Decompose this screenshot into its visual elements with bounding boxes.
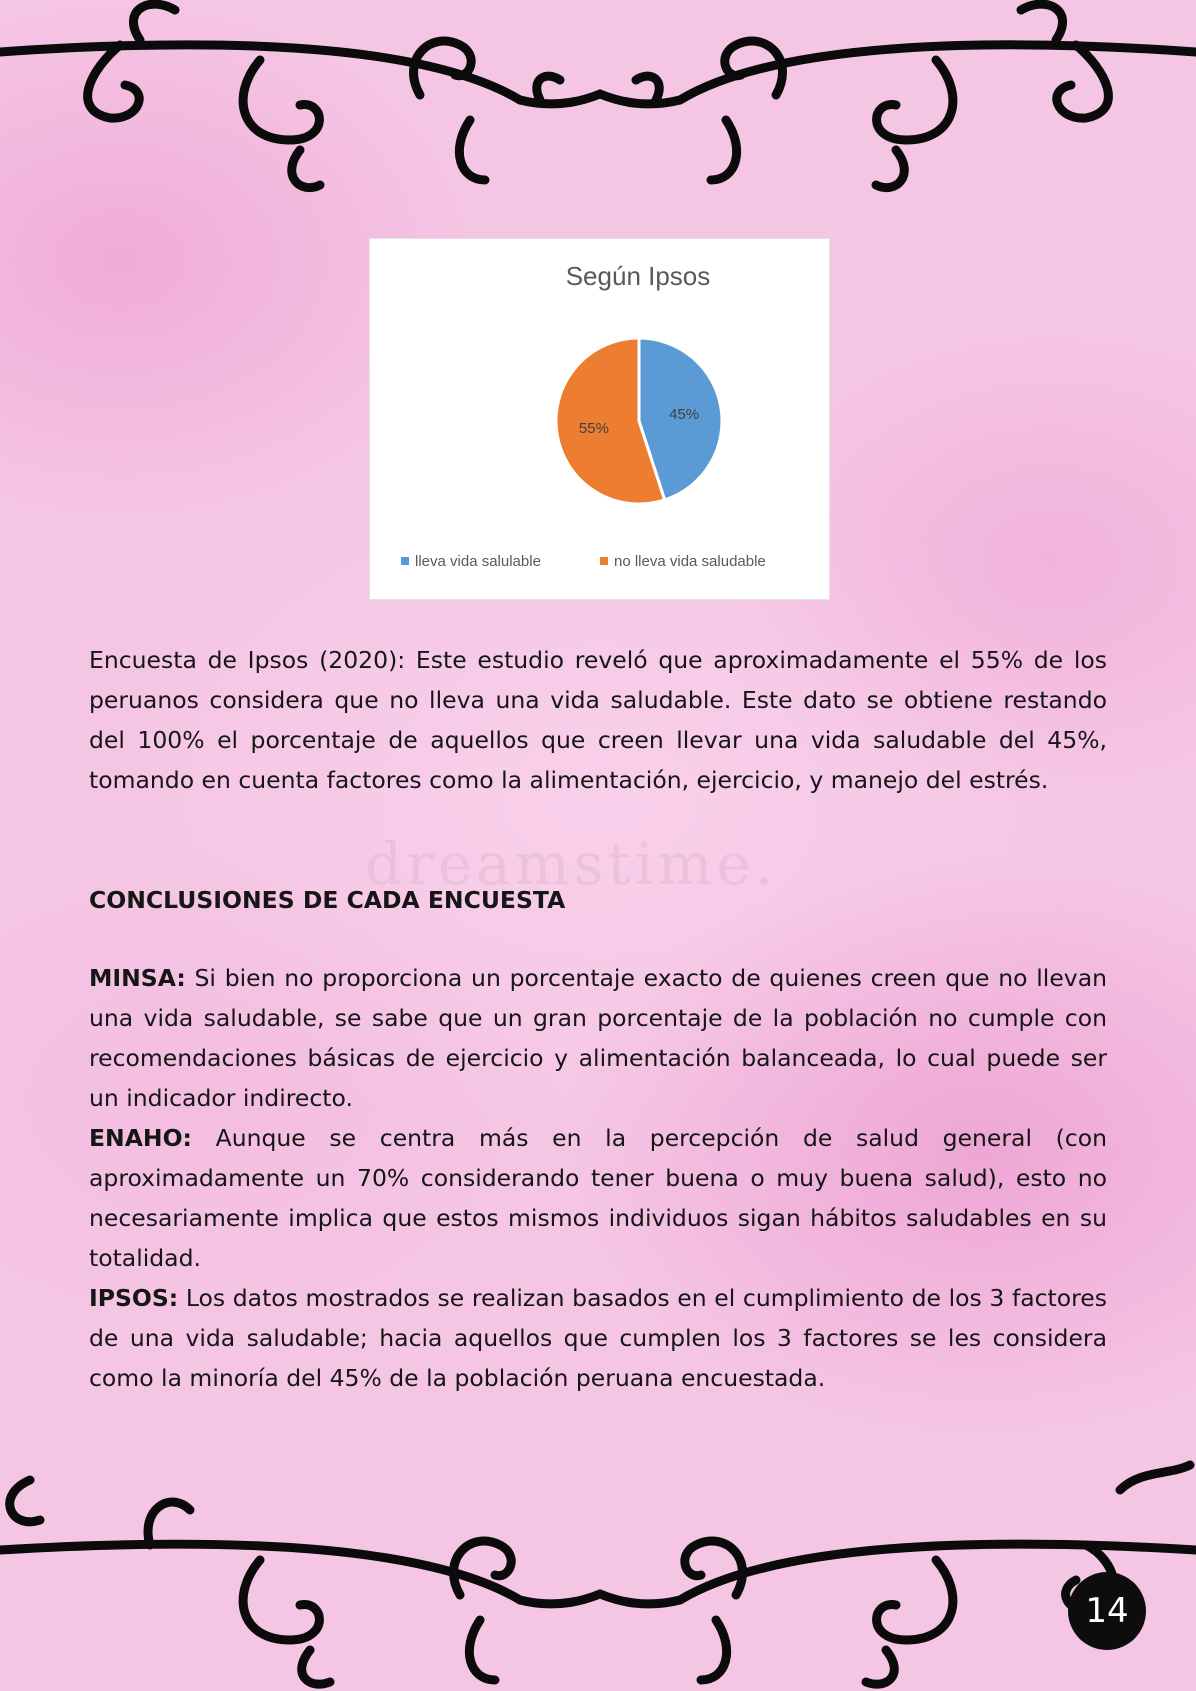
chart-legend <box>401 553 766 570</box>
conclusion-text: Los datos mostrados se realizan basados en el cumplimiento de los 3 factores de una vida saludable; hacia aquellos que cumplen los 3 factores se les considera como la minoría del 45% de la población peruana encuestada. <box>89 1284 1107 1392</box>
conclusion-text: Si bien no proporciona un porcentaje exacto de quienes creen que no llevan una vida saludable, se sabe que un gran porcentaje de la población no cumple con recomendaciones básicas de ejercicio y alimentación balanceada, lo cual puede ser un indicador indirecto. <box>89 964 1107 1112</box>
pie-data-label: 45% <box>669 405 700 423</box>
conclusion-label: IPSOS: <box>89 1284 179 1312</box>
bottom-ornament <box>0 1450 1196 1691</box>
intro-paragraph: Encuesta de Ipsos (2020): Este estudio reveló que aproximadamente el 55% de los peruanos considera que no lleva una vida saludable. Este dato se obtiene restando del 100% el porcentaje de aquellos que creen llevar una vida saludable del 45%, tomando en cuenta factores como la alimentación, ejercicio, y manejo del estrés. <box>89 646 1107 794</box>
page-number: 14 <box>1068 1572 1146 1650</box>
top-ornament <box>0 0 1196 200</box>
pie-chart-card <box>369 238 830 600</box>
legend-swatch <box>600 557 608 565</box>
chart-title: Según Ipsos <box>565 261 711 291</box>
legend-label: no lleva vida saludable <box>614 553 766 570</box>
pie-data-label: 55% <box>578 420 609 438</box>
conclusions-heading: CONCLUSIONES DE CADA ENCUESTA <box>89 886 566 914</box>
conclusion-ipsos <box>89 1278 1107 1398</box>
conclusion-minsa <box>89 958 1107 1118</box>
pie-chart <box>370 239 829 599</box>
conclusion-text: Aunque se centra más en la percepción de salud general (con aproximadamente un 70% considerando tener buena o muy buena salud), esto no necesariamente implica que estos mismos individuos sigan hábitos saludables en su totalidad. <box>89 1124 1107 1272</box>
legend-label: lleva vida salulable <box>415 553 541 570</box>
conclusion-label: ENAHO: <box>89 1124 192 1152</box>
watermark-text: dreamstime. <box>365 830 778 898</box>
conclusion-label: MINSA: <box>89 964 186 992</box>
conclusion-enaho <box>89 1118 1107 1278</box>
legend-swatch <box>401 557 409 565</box>
conclusions-list <box>89 958 1107 1398</box>
